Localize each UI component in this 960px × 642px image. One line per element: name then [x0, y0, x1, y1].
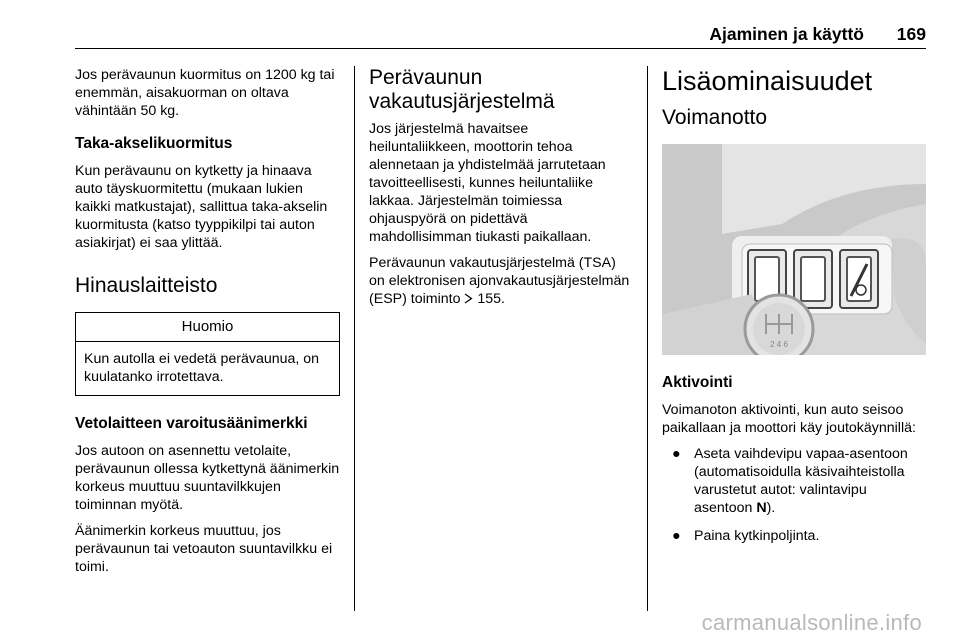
paragraph-text: Perävaunun vakautusjärjestelmä (TSA) on elektronisen ajonvakautusjärjestelmän (ESP) toiminto: [369, 255, 630, 307]
paragraph: Jos autoon on asennettu vetolaite, perävaunun ollessa kytkettynä äänimerkin korkeus muuttuu suuntavilkkujen toiminnan myötä.: [75, 443, 340, 513]
column-divider: [354, 66, 355, 611]
section-title: Ajaminen ja käyttö: [709, 24, 864, 44]
heading-rear-axle-load: Taka-akselikuormitus: [75, 135, 233, 152]
pto-switch-illustration: [662, 144, 926, 355]
paragraph: Voimanoton aktivointi, kun auto seisoo paikallaan ja moottori käy joutokäynnillä:: [662, 402, 916, 436]
column-middle: [369, 66, 631, 308]
paragraph: [369, 254, 631, 308]
list-item-text: Aseta vaihdevipu vapaa-asentoon (automatisoidulla käsivaihteistolla varustetut autot: valintavipu asentoon: [694, 446, 908, 516]
page-reference-arrow-icon: [464, 293, 473, 304]
reference-page: 155.: [477, 291, 505, 307]
heading-additional-features: Lisäominaisuudet: [662, 66, 873, 96]
heading-towbar-warning: Vetolaitteen varoitusäänimerkki: [75, 415, 308, 432]
watermark[interactable]: carmanualsonline.info: [701, 610, 922, 635]
dashboard-illustration: [662, 144, 926, 355]
bullet-icon: ●: [672, 446, 681, 462]
page-number: 169: [896, 24, 926, 44]
column-left: [75, 66, 340, 576]
gear-position-label: N: [756, 500, 767, 516]
gear-numbers: 2 4 6: [770, 340, 788, 349]
gear-knob: [745, 295, 813, 355]
heading-power-take-off: Voimanotto: [662, 106, 768, 129]
column-divider: [647, 66, 648, 611]
note-body: Kun autolla ei vedetä perävaunua, on kuulatanko irrotettava.: [84, 351, 320, 385]
heading-towing-equipment: Hinauslaitteisto: [75, 274, 218, 297]
page-header: [75, 22, 926, 49]
instruction-list: [662, 445, 926, 545]
column-right: [662, 66, 926, 555]
list-item: [662, 445, 926, 517]
bullet-icon: ●: [672, 528, 681, 544]
paragraph: Kun perävaunu on kytketty ja hinaava auto täyskuormitettu (mukaan lukien kaikki matkustajat), sallittua taka-akselin kuormitusta (katso tyyppikilpi tai auton asiakirjat) ei saa ylittää.: [75, 163, 328, 251]
paragraph: Jos järjestelmä havaitsee heiluntaliikkeen, moottorin tehoa alennetaan ja yhdistelmää jarrutetaan tavoitteellisesti, kunnes heiluntaliike lakkaa. Järjestelmän toimiessa ohjauspyörä on pidettävä mahdollisimman tiukasti paikallaan.: [369, 121, 606, 245]
list-item-text-end: ).: [766, 500, 776, 516]
caution-note: [75, 312, 340, 396]
list-item: [662, 527, 926, 545]
paragraph: Äänimerkin korkeus muuttuu, jos perävaunun tai vetoauton suuntavilkku ei toimi.: [75, 523, 333, 575]
heading-activation: Aktivointi: [662, 374, 733, 391]
heading-trailer-stability: Perävaunun vakautusjärjestelmä: [369, 66, 555, 113]
paragraph: Jos perävaunun kuormitus on 1200 kg tai enemmän, aisakuorman on oltava vähintään 50 kg.: [75, 67, 335, 119]
list-item-text: Paina kytkinpoljinta.: [694, 528, 820, 544]
note-title: Huomio: [76, 313, 339, 342]
